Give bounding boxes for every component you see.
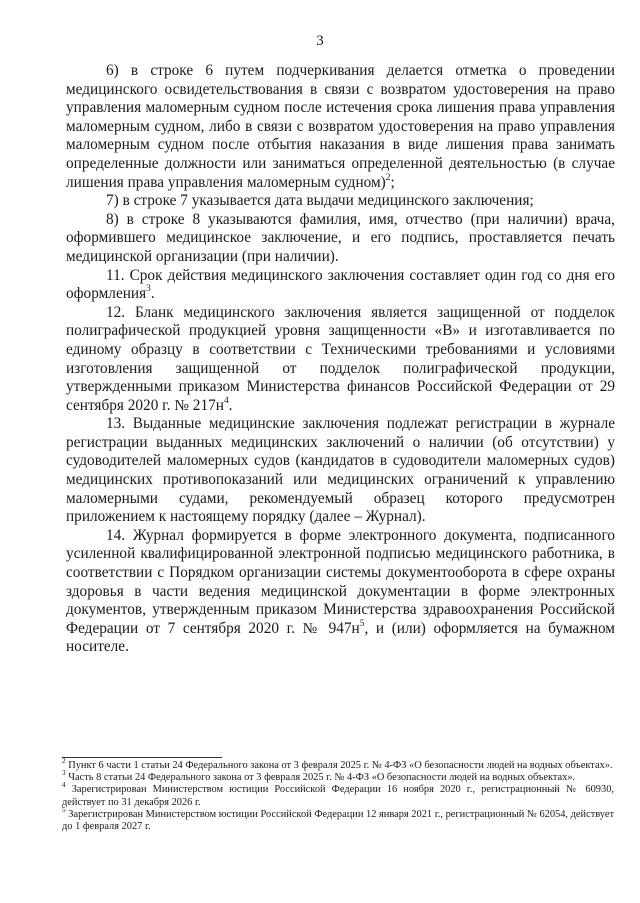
paragraph-text: 14. Журнал формируется в форме электронного документа, подписанного усиленной квалифицированной электронной подписью медицинского работника, в соответствии с Порядком организации системы документооборота в сфере охраны здоровья в части ведения медицинской документации в форме электронных документов, утвержденным приказом Министерства здравоохранения Российской Федерации от 7 сентября 2020 г. № 947н	[66, 526, 615, 637]
footnote-number: 5	[62, 805, 66, 814]
paragraph-12	[66, 304, 615, 416]
paragraph-tail: .	[150, 285, 155, 303]
paragraph-tail: .	[228, 396, 233, 414]
footnote-5	[62, 805, 614, 833]
footnote-number: 3	[62, 769, 66, 778]
footnote-2	[62, 756, 614, 772]
footnote-3	[62, 769, 614, 784]
footnotes	[62, 756, 614, 833]
footnote-ref: 3	[146, 284, 151, 295]
paragraph-tail: , и (или) оформляется на бумажном носителе.	[66, 619, 615, 656]
paragraph-text: 8) в строке 8 указываются фамилия, имя, отчество (при наличии) врача, оформившего медицинское заключение, и его подпись, проставляется печать медицинской организации (при наличии).	[66, 210, 615, 265]
paragraph-text: 13. Выданные медицинские заключения подлежат регистрации в журнале регистрации выданных медицинских заключений о наличии (об отсутствии) у судоводителей маломерных судов (кандидатов в судоводители маломерных судов) медицинских противопоказаний или медицинских ограничений к управлению маломерными судами, рекомендуемый образец которого предусмотрен приложением к настоящему порядку (далее – Журнал).	[66, 415, 615, 526]
footnote-separator	[62, 757, 222, 758]
document-body	[66, 62, 615, 657]
paragraph-14	[66, 527, 615, 657]
footnote-text: Зарегистрирован Министерством юстиции Российской Федерации 16 ноября 2020 г., регистрационный № 60930, действует по 31 декабря 2026 г.	[62, 784, 614, 808]
footnote-text: Пункт 6 части 1 статьи 24 Федерального закона от 3 февраля 2025 г. № 4-ФЗ «О безопасности людей на водных объектах».	[65, 760, 613, 771]
footnote-ref: 4	[223, 395, 229, 406]
footnote-text: Зарегистрирован Министерством юстиции Российской Федерации 12 января 2021 г., регистрационный № 62054, действует до 1 февраля 2027 г.	[62, 808, 614, 833]
paragraph-13	[66, 415, 615, 527]
paragraph-tail: ;	[390, 173, 395, 191]
footnote-number: 4	[62, 781, 66, 790]
footnote-number: 2	[62, 756, 66, 765]
paragraph-text: 6) в строке 6 путем подчеркивания делается отметка о проведении медицинского освидетельствования в связи с возвратом удостоверения на право управления маломерным судном после истечения срока лишения права управления маломерным судном, либо в связи с возвратом удостоверения на право управления маломерным судном после отбытия наказания в виде лишения права занимать определенные должности или заниматься определенной деятельностью (в случае лишения права управления маломерным судном)	[66, 62, 615, 191]
paragraph-item-7	[66, 192, 615, 211]
footnote-4	[62, 781, 614, 808]
footnote-ref: 2	[385, 172, 391, 183]
paragraph-item-8	[66, 211, 615, 267]
page-number: 3	[316, 33, 324, 49]
paragraph-text: 11. Срок действия медицинского заключения составляет один год со дня его оформления	[66, 266, 615, 303]
paragraph-item-6	[66, 62, 615, 192]
paragraph-text: 7) в строке 7 указывается дата выдачи медицинского заключения;	[106, 192, 534, 210]
footnote-ref: 5	[359, 618, 365, 629]
paragraph-text: 12. Бланк медицинского заключения является защищенной от подделок полиграфической продукцией уровня защищенности «В» и изготавливается по единому образцу в соответствии с Техническими требованиями и условиями изготовления защищенной от подделок полиграфической продукции, утвержденными приказом Министерства финансов Российской Федерации от 29 сентября 2020 г. № 217н	[66, 303, 615, 414]
paragraph-11	[66, 267, 615, 304]
footnote-text: Часть 8 статьи 24 Федерального закона от 3 февраля 2025 г. № 4-ФЗ «О безопасности людей на водных объектах».	[65, 772, 576, 784]
